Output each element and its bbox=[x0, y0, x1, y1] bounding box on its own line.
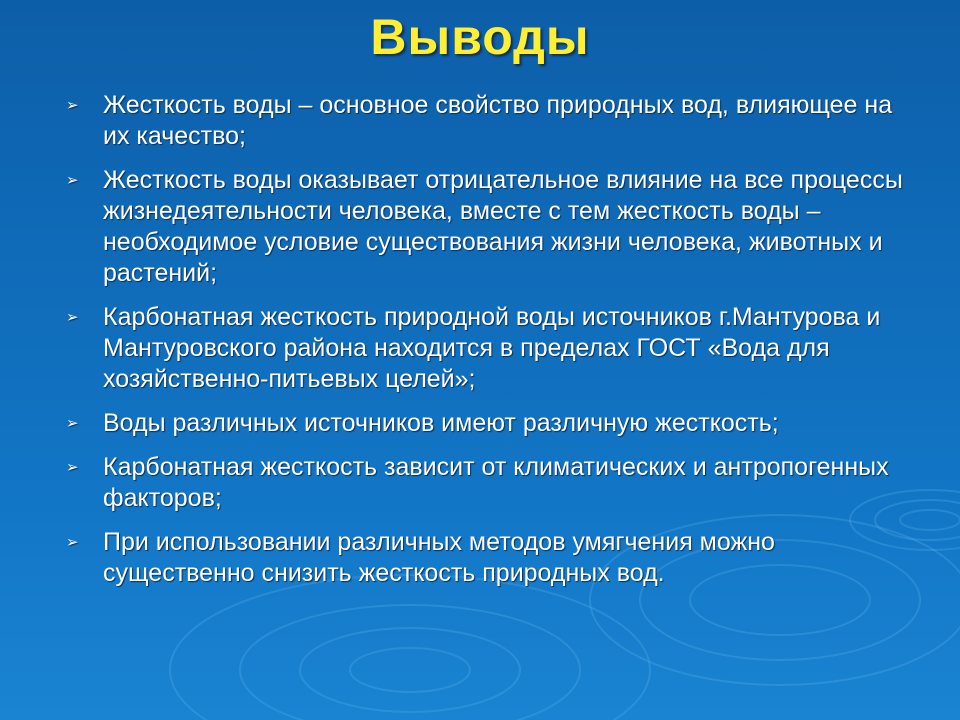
list-item-text: Воды различных источников имеют различную жесткость; bbox=[103, 409, 779, 437]
arrowhead-bullet-icon: ➢ bbox=[66, 459, 79, 476]
list-item bbox=[66, 452, 916, 514]
arrowhead-bullet-icon: ➢ bbox=[66, 309, 79, 326]
list-item bbox=[66, 302, 916, 395]
arrowhead-bullet-icon: ➢ bbox=[66, 534, 79, 551]
list-item bbox=[66, 90, 916, 152]
list-item bbox=[66, 165, 916, 289]
list-item-text: Жесткость воды оказывает отрицательное влияние на все процессы жизнедеятельности человека, вместе с тем жесткость воды – необходимое условие существования жизни человека, животных и растений; bbox=[103, 166, 903, 287]
list-item-text: Жесткость воды – основное свойство природных вод, влияющее на их качество; bbox=[103, 91, 893, 150]
list-item-text: Карбонатная жесткость природной воды источников г.Мантурова и Мантуровского района находится в пределах ГОСТ «Вода для хозяйственно-питьевых целей»; bbox=[103, 303, 881, 393]
arrowhead-bullet-icon: ➢ bbox=[66, 415, 79, 432]
list-item bbox=[66, 527, 916, 589]
list-item-text: Карбонатная жесткость зависит от климатических и антропогенных факторов; bbox=[103, 453, 889, 512]
list-item-text: При использовании различных методов умягчения можно существенно снизить жесткость природных вод. bbox=[103, 528, 775, 587]
conclusions-list bbox=[66, 90, 916, 602]
arrowhead-bullet-icon: ➢ bbox=[66, 97, 79, 114]
list-item bbox=[66, 408, 916, 439]
slide-title: Выводы bbox=[370, 9, 590, 65]
arrowhead-bullet-icon: ➢ bbox=[66, 172, 79, 189]
